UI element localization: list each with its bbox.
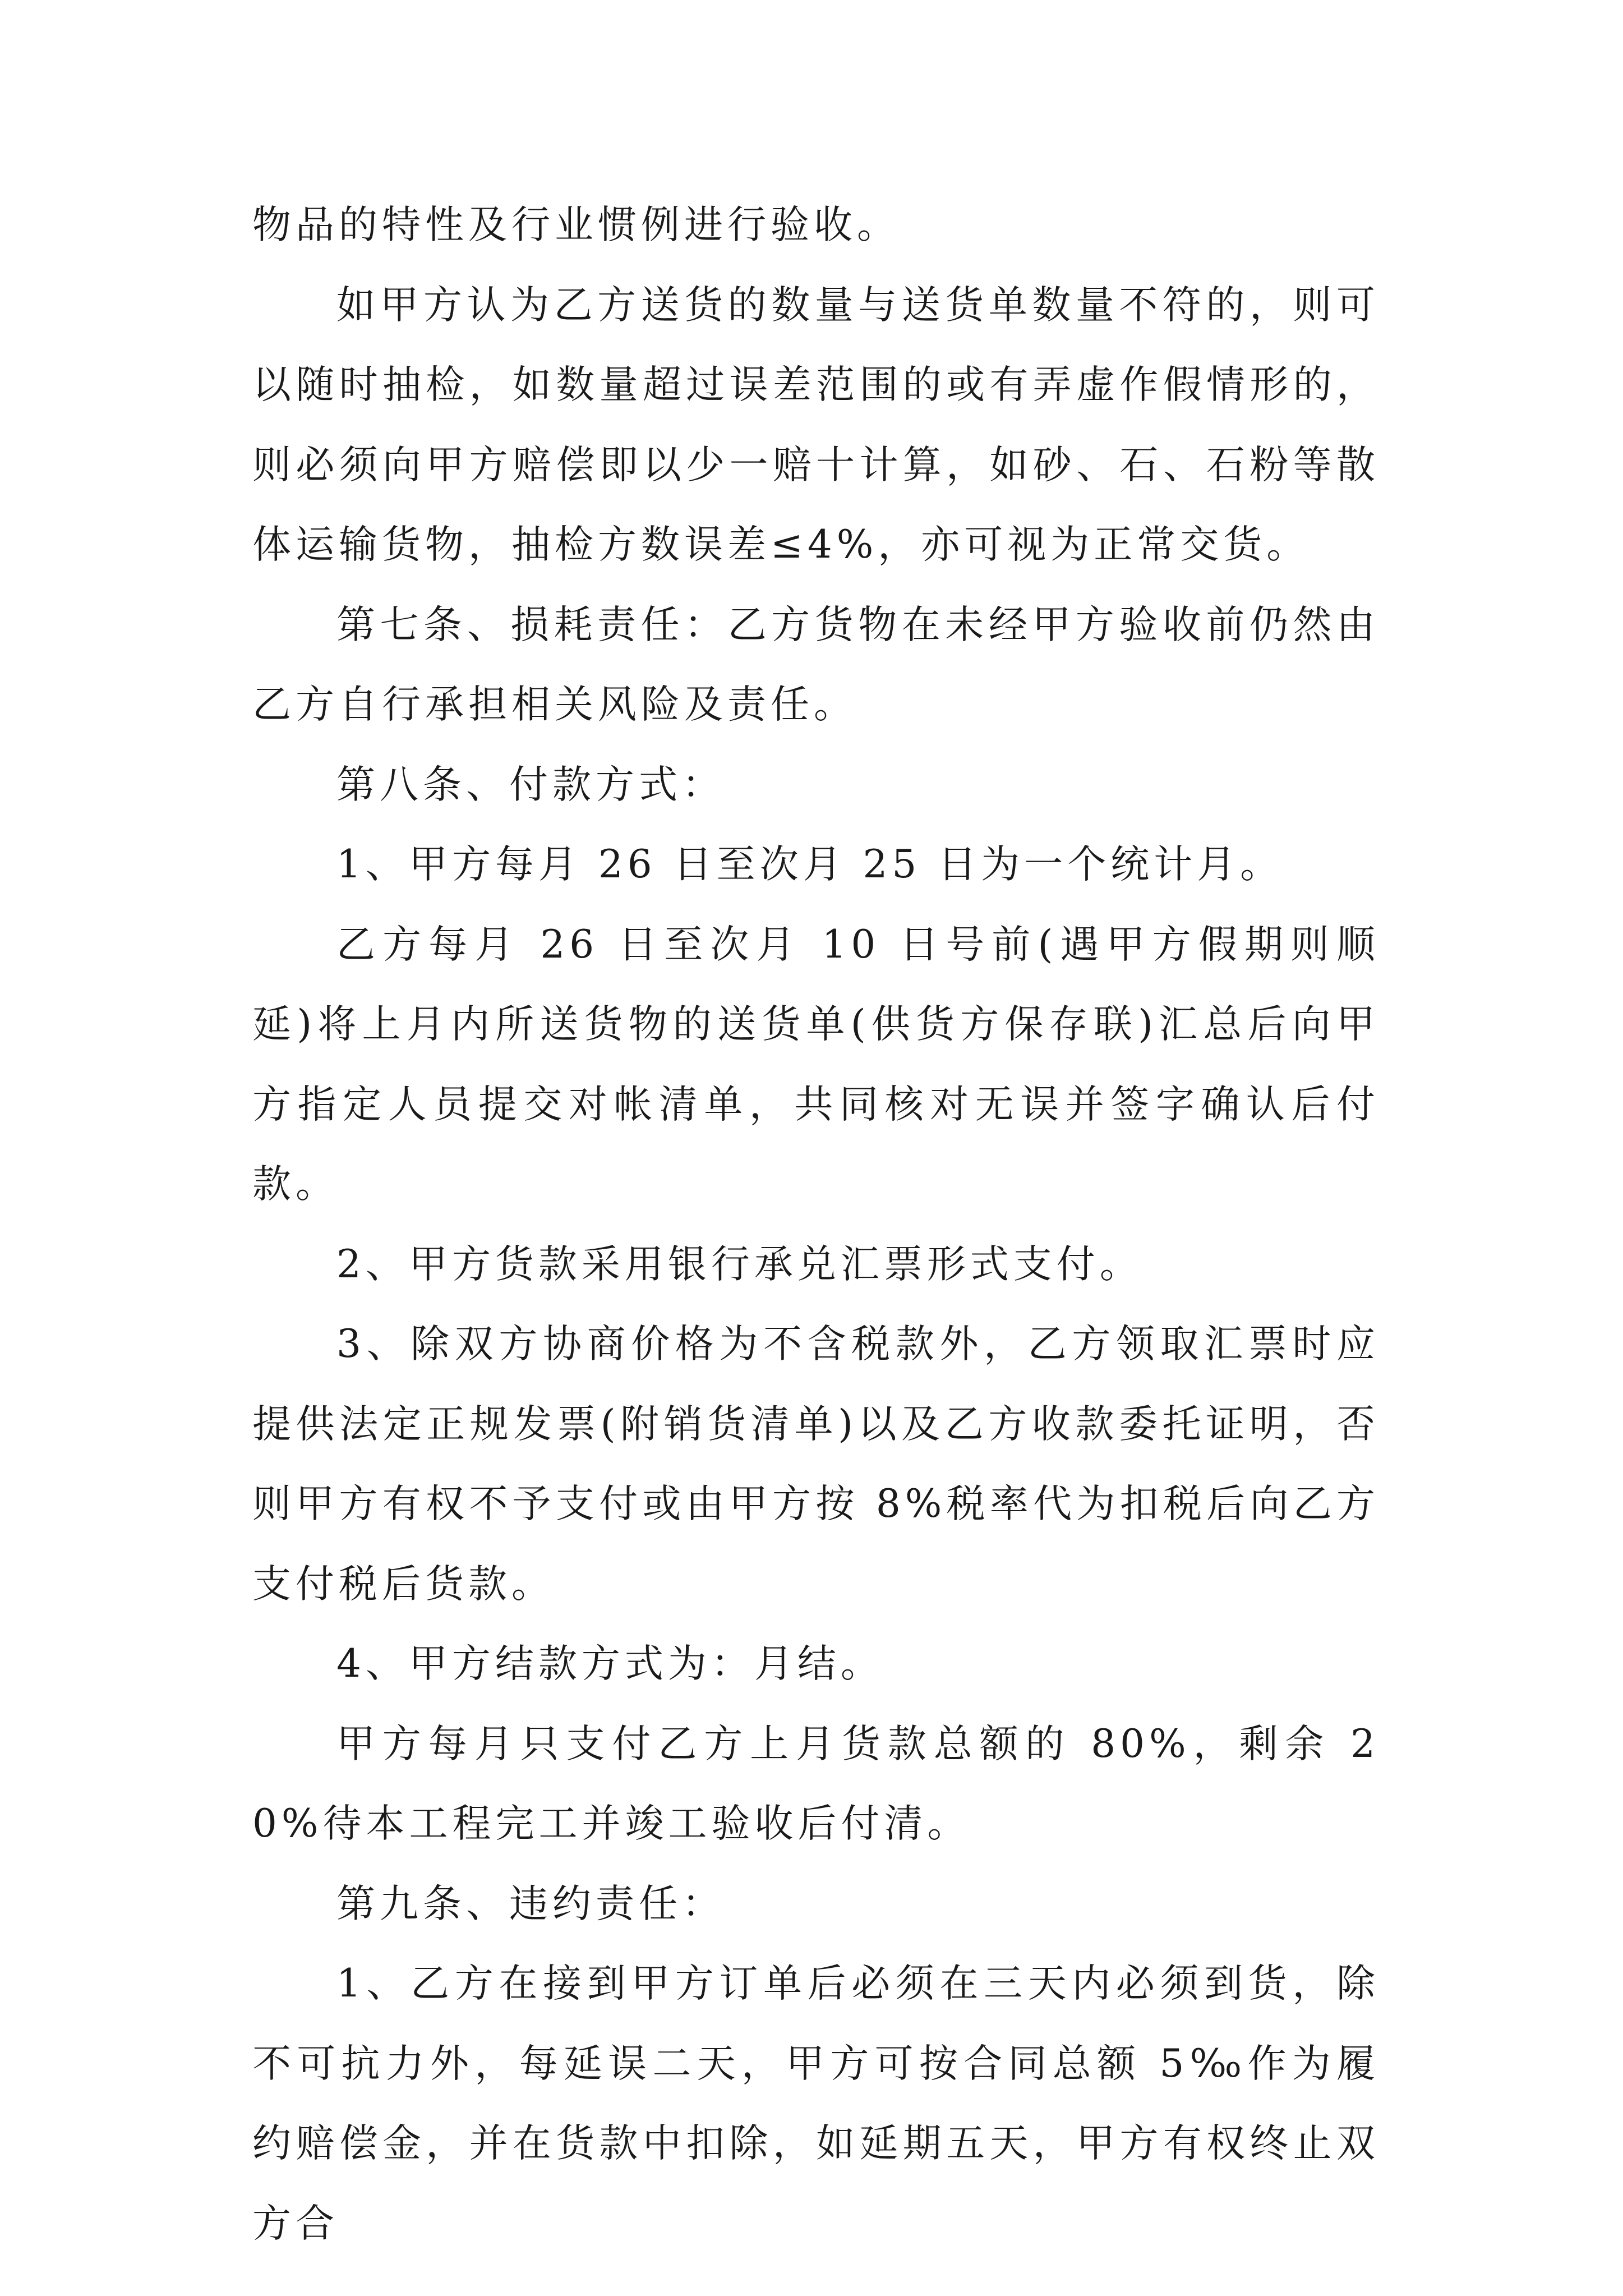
paragraph-payment-1: 1、甲方每月 26 日至次月 25 日为一个统计月。 [336, 842, 1284, 887]
paragraph-monthly-payment: 甲方每月只支付乙方上月货款总额的 80%，剩余 20%待本工程完工并竣工验收后付清。 [252, 1721, 1380, 1846]
paragraph-article-7-loss: 第七条、损耗责任：乙方货物在未经甲方验收前仍然由乙方自行承担相关风险及责任。 [252, 602, 1380, 727]
document-body [252, 185, 1380, 2263]
paragraph-payment-2: 2、甲方货款采用银行承兑汇票形式支付。 [336, 1241, 1143, 1287]
paragraph-breach-1: 1、乙方在接到甲方订单后必须在三天内必须到货，除不可抗力外，每延误二天，甲方可按合同总额 5‰作为履约赔偿金，并在货款中扣除，如延期五天，甲方有权终止双方合 [252, 1961, 1380, 2246]
heading-article-9-breach: 第九条、违约责任： [336, 1881, 725, 1926]
paragraph-inspection-continued: 物品的特性及行业惯例进行验收。 [252, 203, 900, 247]
paragraph-quantity-check: 如甲方认为乙方送货的数量与送货单数量不符的，则可以随时抽检，如数量超过误差范围的或有弄虚作假情形的，则必须向甲方赔偿即以少一赔十计算，如砂、石、石粉等散体运输货物，抽检方数误差≤4%，亦可视为正常交货。 [252, 282, 1380, 567]
paragraph-statement-submission: 乙方每月 26 日至次月 10 日号前(遇甲方假期则顺延)将上月内所送货物的送货单(供货方保存联)汇总后向甲方指定人员提交对帐清单，共同核对无误并签字确认后付款。 [252, 922, 1380, 1207]
paragraph-payment-3: 3、除双方协商价格为不含税款外，乙方领取汇票时应提供法定正规发票(附销货清单)以及乙方收款委托证明，否则甲方有权不予支付或由甲方按 8%税率代为扣税后向乙方支付税后货款。 [252, 1322, 1380, 1607]
heading-article-8-payment: 第八条、付款方式： [336, 762, 725, 807]
paragraph-payment-4: 4、甲方结款方式为：月结。 [336, 1641, 884, 1686]
